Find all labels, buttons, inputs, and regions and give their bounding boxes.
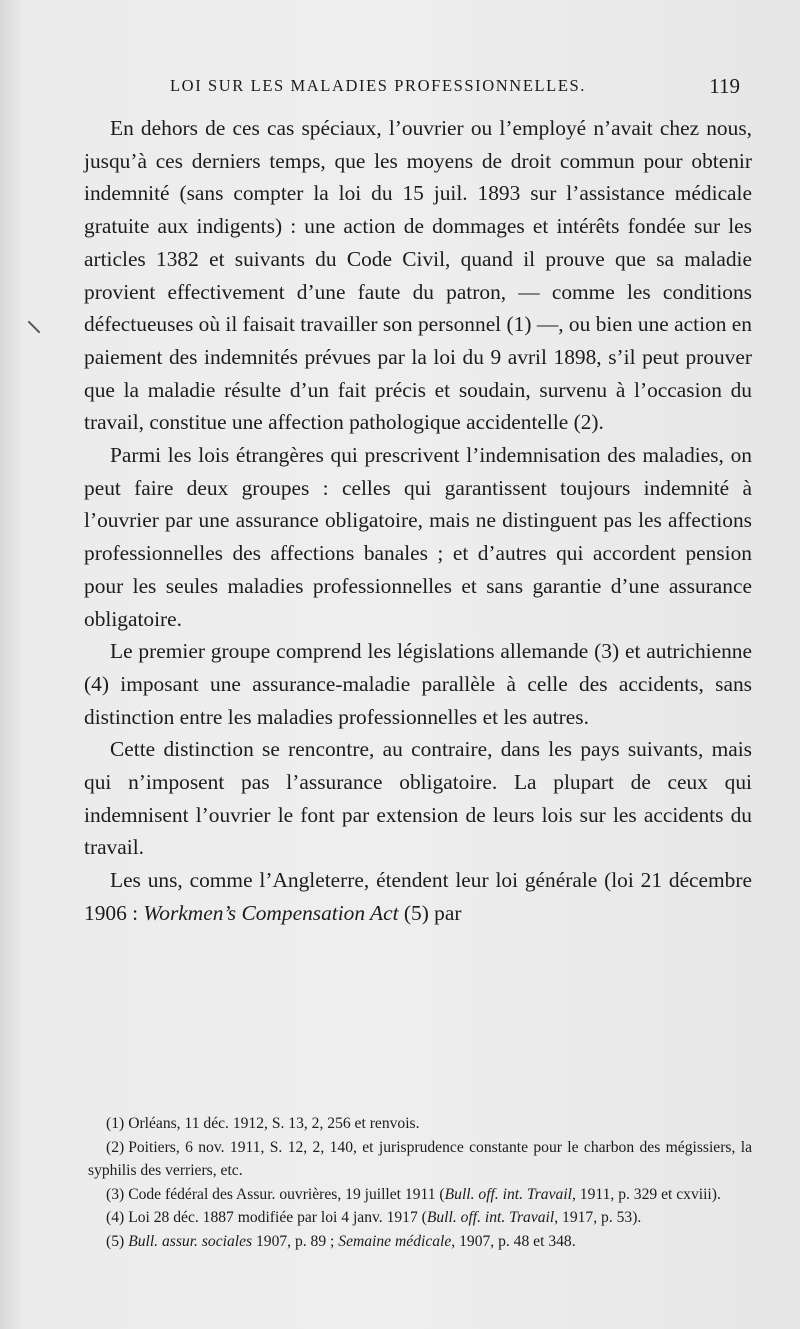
paragraph: Le premier groupe comprend les législations allemande (3) et autrichienne (4) imposant une assurance-maladie parallèle à celle des accidents, sans distinction entre les maladies professionnelles et les autres. [84,639,752,729]
footnote-number: (4) [106,1209,125,1227]
text-run: (5) par [398,900,462,925]
footnote-number: (5) [106,1232,125,1250]
footnote [88,1206,752,1230]
footnote-citation-title: Bull. off. int. Travail [444,1185,572,1203]
text-run: Les uns, comme l’Angleterre, étendent leur loi générale (loi 21 décembre 1906 : [84,868,752,925]
footnote-text: 1907, p. 89 ; [252,1232,339,1250]
paragraph-last [84,864,752,929]
footnote [88,1112,752,1136]
footnote-text: Loi 28 déc. 1887 modifiée par loi 4 janv. 1917 ( [128,1209,427,1227]
paragraph: En dehors de ces cas spéciaux, l’ouvrier ou l’employé n’avait chez nous, jusqu’à ces derniers temps, que les moyens de droit commun pour obtenir indemnité (sans compter la loi du 15 juil. 1893 sur l’assistance médicale gratuite aux indigents) : une action de dommages et intérêts fondée sur les articles 1382 et suivants du Code Civil, quand il prouve que sa maladie provient effectivement d’une faute du patron, — comme les conditions défectueuses où il faisait travailler son personnel (1) —, ou bien une action en paiement des indemnités prévues par la loi du 9 avril 1898, s’il peut prouver que la maladie résulte d’un fait précis et soudain, survenu à l’occasion du travail, constitue une affection pathologique accidentelle (2). [84,116,752,435]
footnote [88,1183,752,1207]
paragraph: Cette distinction se rencontre, au contraire, dans les pays suivants, mais qui n’imposent pas l’assurance obligatoire. La plupart de ceux qui indemnisent l’ouvrier le font par extension de leurs lois sur les accidents du travail. [84,737,752,860]
footnote-text: Poitiers, 6 nov. 1911, S. 12, 2, 140, et jurisprudence constante pour le charbon des mégissiers, la syphilis des verriers, etc. [88,1138,752,1180]
footnote-text: , 1917, p. 53). [554,1209,642,1227]
footnote [88,1230,752,1254]
footnote-citation-title: Semaine médicale [338,1232,452,1250]
footnote-number: (1) [106,1115,125,1132]
margin-mark [28,321,41,334]
footnote-citation-title: Bull. off. int. Travail [426,1209,555,1227]
footnote [88,1136,752,1183]
footnote-text: Code fédéral des Assur. ouvrières, 19 juillet 1911 ( [128,1185,445,1203]
footnote-citation-title: Bull. assur. sociales [128,1232,253,1250]
main-text [84,112,752,930]
page-header [170,74,770,100]
paragraph: Parmi les lois étrangères qui prescrivent l’indemnisation des maladies, on peut faire deux groupes : celles qui garantissent toujours indemnité à l’ouvrier par une assurance obligatoire, mais ne distinguent pas les affections professionnelles des affections banales ; et d’autres qui accordent pension pour les seules maladies professionnelles et sans garantie d’une assurance obligatoire. [84,443,752,631]
footnote-text: , 1911, p. 329 et cxviii). [572,1185,721,1203]
footnote-number: (2) [106,1138,125,1156]
footnote-number: (3) [106,1185,125,1203]
footnote-text: Orléans, 11 déc. 1912, S. 13, 2, 256 et renvois. [128,1115,420,1132]
page-number: 119 [709,74,740,98]
footnote-text: , 1907, p. 48 et 348. [451,1232,576,1250]
running-title: LOI SUR LES MALADIES PROFESSIONNELLES. [170,76,587,95]
footnotes [88,1112,752,1254]
act-title: Workmen’s Compensation Act [143,900,399,925]
